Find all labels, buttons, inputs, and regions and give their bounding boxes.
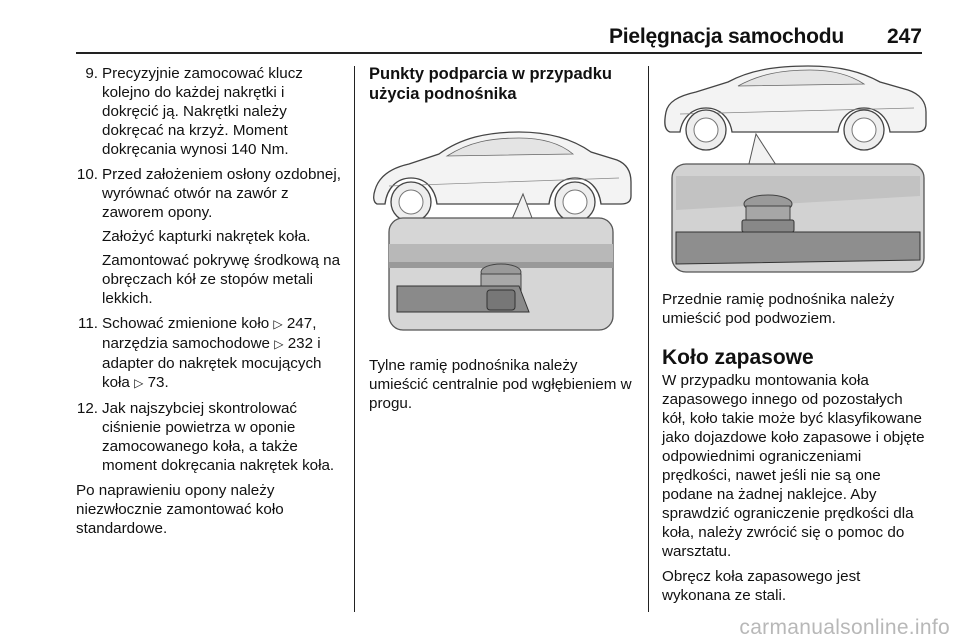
page-reference-arrow-icon: ▷: [274, 337, 284, 351]
column-divider: [648, 66, 649, 612]
page-header: [76, 22, 922, 54]
body-paragraph: Obręcz koła zapasowego jest wykonana ze stali.: [662, 568, 861, 604]
front-jack-point-illustration: [662, 64, 928, 276]
page-reference[interactable]: 247,: [286, 315, 317, 332]
section-heading: Punkty podparcia w przypadku użycia podnośnika: [369, 65, 612, 103]
page-reference-arrow-icon: ▷: [134, 376, 144, 390]
body-paragraph: W przypadku montowania koła zapasowego innego od pozostałych kół, koło takie może być klasyfikowane jako dojazdowe koło zapasowe i objęte odpowiednimi ograniczeniami prędkości, nawet jeśli nie są one podane na żadnej naklejce. Aby sprawdzić ograniczenie prędkości dla koła, należy zwrócić się o pomoc do warsztatu.: [662, 372, 925, 560]
page-reference[interactable]: 73.: [147, 374, 169, 391]
figure-caption: Tylne ramię podnośnika należy umieścić centralnie pod wgłębieniem w progu.: [369, 357, 632, 412]
list-item: [76, 399, 344, 475]
step-text: Precyzyjnie zamocować klucz kolejno do każdej nakrętki i dokręcić ją. Nakrętki należy dokręcać na krzyż. Moment dokręcania wynosi 140 Nm.: [102, 65, 303, 158]
page-header-title: Pielęgnacja samochodu: [608, 25, 844, 48]
step-subtext: Założyć kapturki nakrętek koła.: [102, 228, 311, 245]
step-text: narzędzia samochodowe: [102, 335, 271, 352]
step-number: 11.: [78, 315, 98, 332]
figure-caption: Przednie ramię podnośnika należy umieścić pod podwoziem.: [662, 291, 895, 327]
step-subtext: Zamontować pokrywę środkową na obręczach kół ze stopów metali lekkich.: [102, 252, 341, 307]
watermark-text: carmanualsonline.info: [739, 616, 950, 639]
page-reference-arrow-icon: ▷: [273, 317, 283, 331]
closing-paragraph: Po naprawieniu opony należy niezwłocznie zamontować koło standardowe.: [76, 482, 284, 537]
page-reference[interactable]: 232 i adapter do nakrętek mocujących koła: [102, 335, 322, 391]
page-number: 247: [886, 25, 922, 48]
step-number: 12.: [76, 400, 98, 417]
middle-column: [369, 64, 635, 413]
section-heading: Koło zapasowe: [662, 346, 814, 369]
step-text: Przed założeniem osłony ozdobnej, wyrównać otwór na zawór z zaworem opony.: [102, 166, 341, 221]
list-item: [76, 314, 344, 393]
column-divider: [354, 66, 355, 612]
step-text: Jak najszybciej skontrolować ciśnienie powietrza w oponie zamocowanego koła, a także moment dokręcania nakrętek koła.: [102, 400, 335, 474]
right-column: [662, 64, 928, 611]
left-column: [76, 64, 344, 544]
step-text: Schować zmienione koło: [102, 315, 270, 332]
list-item: [76, 165, 344, 308]
step-number: 9.: [85, 65, 98, 82]
step-number: 10.: [76, 166, 98, 183]
rear-jack-point-illustration: [369, 116, 633, 336]
list-item: [76, 64, 344, 159]
